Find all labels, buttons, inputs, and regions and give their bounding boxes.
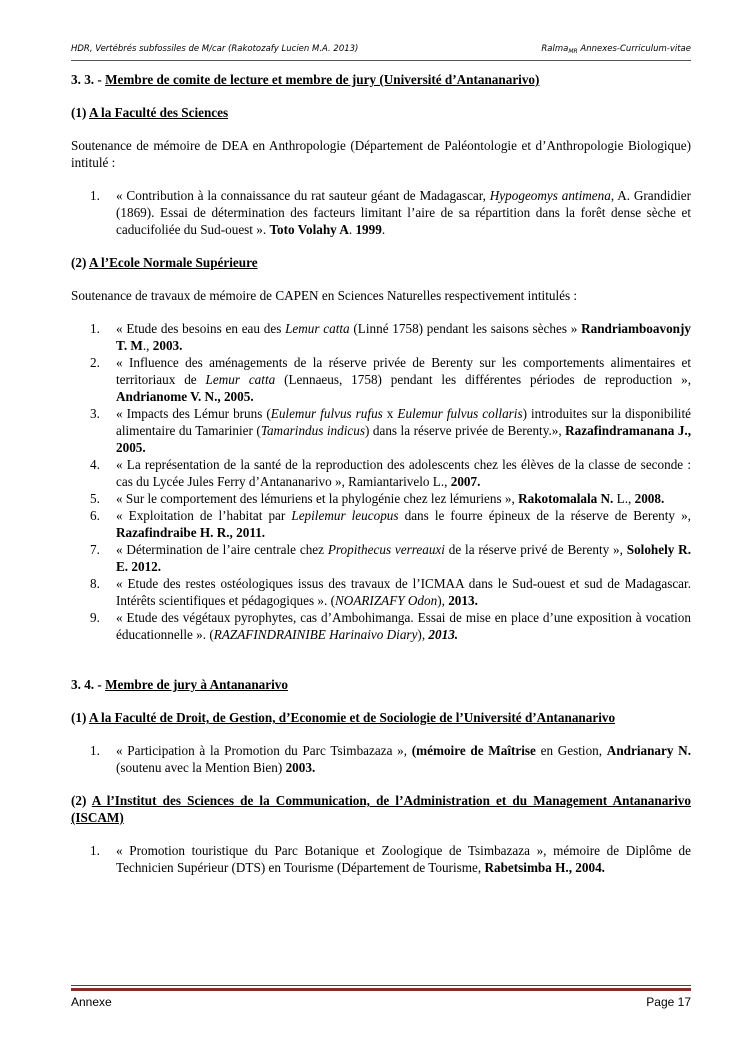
droit-thesis-list [71, 742, 691, 776]
list-item [71, 842, 691, 876]
section-title: Membre de comite de lecture et membre de jury (Université d’Antananarivo) [105, 72, 540, 87]
item-text: « Exploitation de l’habitat par [116, 508, 292, 523]
item-text: « Participation à la Promotion du Parc Tsimbazaza », [116, 743, 412, 758]
item-number: 1. [90, 843, 100, 858]
list-item [71, 490, 691, 507]
header-right [541, 44, 691, 55]
author-name: Rakotomalala N. [518, 491, 614, 506]
subsection-heading-iscam [71, 792, 691, 826]
subsection-title: A l’Institut des Sciences de la Communication, de l’Administration et du Management Antananarivo (ISCAM) [71, 793, 691, 825]
item-number: 3. [90, 406, 100, 421]
item-text: (soutenu avec la Mention Bien) [116, 760, 286, 775]
item-text: « Impacts des Lémur bruns ( [116, 406, 271, 421]
list-item [71, 320, 691, 354]
subsection-heading-sciences [71, 104, 691, 121]
species-name: Lemur catta [285, 321, 350, 336]
item-year: 2003. [285, 760, 316, 775]
item-text: L., [613, 491, 635, 506]
list-item [71, 456, 691, 490]
section-number: 3. 3. - [71, 72, 106, 87]
header-title: HDR, Vertébrés subfossiles de M/car (Rakotozafy Lucien M.A. 2013) [71, 44, 359, 54]
footer-divider-thick [71, 988, 691, 991]
list-item [71, 742, 691, 776]
item-number: 1. [90, 743, 100, 758]
author-name: Toto Volahy A [269, 222, 349, 237]
item-text: ., [142, 338, 153, 353]
author-name: Andrianary N. [606, 743, 692, 758]
author-name: Razafindraibe H. R., 2011. [116, 525, 266, 540]
author-name: Razafindramanana J., 2005. [116, 423, 692, 455]
item-year: 2013. [428, 627, 459, 642]
subsection-number: (2) [71, 793, 92, 808]
thesis-type: (mémoire de Maîtrise [411, 743, 536, 758]
item-text: ) introduites sur la disponibilité alimentaire du Tamarinier ( [116, 406, 691, 438]
species-name: Propithecus verreauxi [327, 542, 445, 557]
subsection-number: (1) [71, 105, 89, 120]
author-name: NOARIZAFY Odon [335, 593, 438, 608]
subsection-heading-ens [71, 254, 691, 271]
species-name: Tamarindus indicus [260, 423, 365, 438]
section-heading-3-3 [71, 71, 691, 88]
item-year: 2003. [152, 338, 183, 353]
footer-divider-thin [71, 985, 691, 986]
item-text: . [381, 222, 386, 237]
item-number: 4. [90, 457, 100, 472]
item-text: « Sur le comportement des lémuriens et la phylogénie chez lez lémuriens », [116, 491, 519, 506]
item-text: (Linné 1758) pendant les saisons sèches » [349, 321, 582, 336]
author-name: Rabetsimba H., 2004. [484, 860, 605, 875]
item-text: « Influence des aménagements de la réserve privée de Berenty sur les comportements alimentaires et territoriaux de [116, 355, 691, 387]
item-text: , A. Grandidier (1869). Essai de détermination des facteurs limitant l’aire de sa répartition dans la forêt dense sèche et caducifoliée du Sud-ouest ». [116, 188, 691, 237]
item-number: 1. [90, 321, 100, 336]
header-right-main: Ralma [541, 44, 569, 54]
iscam-thesis-list [71, 842, 691, 876]
subsection-title: A la Faculté de Droit, de Gestion, d’Economie et de Sociologie de l’Université d’Antananarivo [88, 710, 616, 725]
page-body [71, 66, 691, 876]
item-text: ), [437, 593, 449, 608]
item-text: « Etude des restes ostéologiques issus des travaux de l’ICMAA dans le Sud-ouest et sud de Madagascar. Intérêts scientifiques et pédagogiques ». ( [116, 576, 691, 608]
item-text: ), [417, 627, 429, 642]
header-right-sub: MR [568, 48, 578, 55]
list-item [71, 609, 691, 643]
item-number: 2. [90, 355, 100, 370]
header-right-tail: Annexes-Curriculum-vitae [577, 44, 691, 54]
section-heading-3-4 [71, 676, 691, 693]
item-text: dans le fourre épineux de la réserve de Berenty », [398, 508, 691, 523]
item-year: 2008. [634, 491, 665, 506]
section-title: Membre de jury à Antananarivo [105, 677, 288, 692]
header-divider [71, 60, 691, 61]
intro-paragraph: Soutenance de mémoire de DEA en Anthropologie (Département de Paléontologie et d’Anthropologie Biologique) intitulé : [71, 138, 691, 170]
section-number: 3. 4. - [71, 677, 106, 692]
author-name: Randriamboavonjy T. M [116, 321, 691, 353]
item-year: 1999 [355, 222, 382, 237]
item-number: 6. [90, 508, 100, 523]
item-text: « La représentation de la santé de la reproduction des adolescents chez les élèves de la classe de seconde : cas du Lycée Jules Ferry d’Antananarivo », Ramiantarivelo L., [116, 457, 691, 489]
list-item [71, 507, 691, 541]
subsection-number: (1) [71, 710, 89, 725]
item-number: 7. [90, 542, 100, 557]
item-text: (Lennaeus, 1758) pendant les différentes périodes de reproduction », [275, 372, 691, 387]
item-text: « Contribution à la connaissance du rat sauteur géant de Madagascar, [116, 188, 490, 203]
item-text: x [382, 406, 398, 421]
species-name: Lepilemur leucopus [291, 508, 399, 523]
item-text: « Promotion touristique du Parc Botanique et Zoologique de Tsimbazaza », mémoire de Diplôme de Technicien Supérieur (DTS) en Tourisme (Département de Tourisme, [116, 843, 691, 875]
subsection-title: A l’Ecole Normale Supérieure [88, 255, 258, 270]
item-text: « Etude des besoins en eau des [116, 321, 286, 336]
species-name: Eulemur fulvus rufus [270, 406, 383, 421]
capen-thesis-list [71, 320, 691, 643]
item-number: 9. [90, 610, 100, 625]
subsection-heading-droit [71, 709, 691, 726]
page-footer [71, 995, 691, 1011]
author-name: Andrianome V. N., 2005. [116, 389, 254, 404]
dea-thesis-list [71, 187, 691, 238]
item-number: 8. [90, 576, 100, 591]
item-text: « Détermination de l’aire centrale chez [116, 542, 328, 557]
item-text: ) dans la réserve privée de Berenty.», [364, 423, 566, 438]
item-number: 5. [90, 491, 100, 506]
item-year: 2007. [450, 474, 481, 489]
item-text: de la réserve privé de Berenty », [444, 542, 627, 557]
item-text: . [348, 222, 356, 237]
list-item [71, 187, 691, 238]
subsection-title: A la Faculté des Sciences [88, 105, 229, 120]
item-text: « Etude des végétaux pyrophytes, cas d’Ambohimanga. Essai de mise en place d’une exposition à vocation éducationnelle ». ( [116, 610, 691, 642]
author-name: Solohely R. E. 2012. [116, 542, 692, 574]
intro-paragraph: Soutenance de travaux de mémoire de CAPEN en Sciences Naturelles respectivement intitulés : [71, 288, 578, 303]
page-number: Page 17 [646, 995, 691, 1009]
species-name: Lemur catta [205, 372, 276, 387]
item-year: 2013. [448, 593, 478, 608]
item-number: 1. [90, 188, 100, 203]
species-name: Hypogeomys antimena [489, 188, 611, 203]
species-name: Eulemur fulvus collaris [397, 406, 523, 421]
list-item [71, 575, 691, 609]
subsection-number: (2) [71, 255, 89, 270]
list-item [71, 541, 691, 575]
list-item [71, 405, 691, 456]
page-header [71, 44, 691, 58]
author-name: RAZAFINDRAINIBE Harinaivo Diary [213, 627, 418, 642]
list-item [71, 354, 691, 405]
footer-label: Annexe [71, 995, 112, 1009]
item-text: en Gestion, [535, 743, 607, 758]
